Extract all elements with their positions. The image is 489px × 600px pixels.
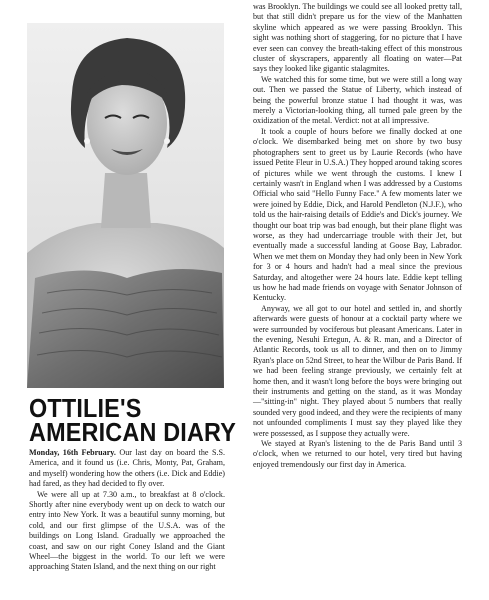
paragraph: It took a couple of hours before we finally docked at one o'clock. We disembarked being met on shore by two busy photographers sent to greet us by Laurie Records (who have issued Petite Fleur in U.S.A.) They hopped around taking scores of pictures while we went through the customs. I knew I certainly wasn't in England when I was addressed by a Customs Official who said "Hello Funny Face." A few moments later we were joined by Eddie, Dick, and Harold Pendleton (N.J.F.), who told us the hair-raising details of Eddie's and Dick's journey. We thought our boat trip was bad enough, but their plane flight was worse, as they had undercarriage trouble with their Jet, but eventually made a successful landing at Goose Bay, Labrador. When we met them on Monday they had only been in New York for 3 or 4 hours and hadn't had a meal since the previous Saturday, and altogether were 24 hours late. Eddie kept telling us how he had made friends on voyage with Senator Johnson of Kentucky. [253,126,462,303]
paragraph [29,448,225,490]
paragraph-text: Our last day on board the S.S. America, and it found us (i.e. Chris, Monty, Pat, Graham, and myself) wondering how the others (i.e. Dick and Eddie) had fared, as they had decided to fly over. [29,448,226,489]
portrait-illustration [27,23,224,388]
dateline: Monday, 16th February. [29,448,116,457]
article-headline [29,393,237,447]
portrait-photo [27,23,224,388]
right-column [253,2,462,470]
paragraph: We stayed at Ryan's listening to the de Paris Band until 3 o'clock, when we returned to our hotel, very tired but having enjoyed tremendously our first day in America. [253,439,462,469]
paragraph: We were all up at 7.30 a.m., to breakfast at 8 o'clock. Shortly after nine everybody went up on deck to watch our entry into New York. It was a beautiful sunny morning, but cold, and our first glimpse of the U.S.A. was of the buildings on Long Island. Gradually we approached the coast, and saw on our right Coney Island and the Giant Wheel—the biggest in the world. To our left we were approaching Staten Island, and the next thing on our right [29,489,225,572]
paragraph: We watched this for some time, but we were still a long way out. Then we passed the Statue of Liberty, which instead of being the powerful bronze statue I had thought it was, was merely a Victorian-looking thing, all turned pale green by the oxidization of the metal. Verdict: not at all impressive. [253,74,462,126]
headline-line-1: OTTILIE'S [29,393,142,423]
headline-line-2: AMERICAN DIARY [29,417,237,447]
left-column [29,448,225,573]
paragraph: was Brooklyn. The buildings we could see all looked pretty tall, but that still didn't prepare us for the view of the Manhatten skyline which appeared as we were passing Brooklyn. This sight was nothing short of staggering, for no picture that I have ever seen can convey the breath-taking effect of this monstrous cluster of skyscrapers, apparently all floating on water—Pat says they looked like gigantic stalagmites. [253,2,462,74]
paragraph: Anyway, we all got to our hotel and settled in, and shortly afterwards were guests of honour at a cocktail party where we were surrounded by vociferous but pleasant Americans. Later in the evening, Nesuhi Ertegun, A. & R. man, and a Director of Atlantic Records, took us all to dinner, and then on to Jimmy Ryan's place on 52nd Street, to hear the Wilbur de Paris Band. If we had been feeling strange previously, we certainly felt at home then, and it wasn't long before the boys were bringing out their instruments and getting on the stand, as it was Monday—"sitting-in" night. They played about 5 numbers that really sounded very good indeed, and they were the recipients of many not unfounded compliments I must say they played like they were possessed, as I suppose they actually were. [253,303,462,438]
